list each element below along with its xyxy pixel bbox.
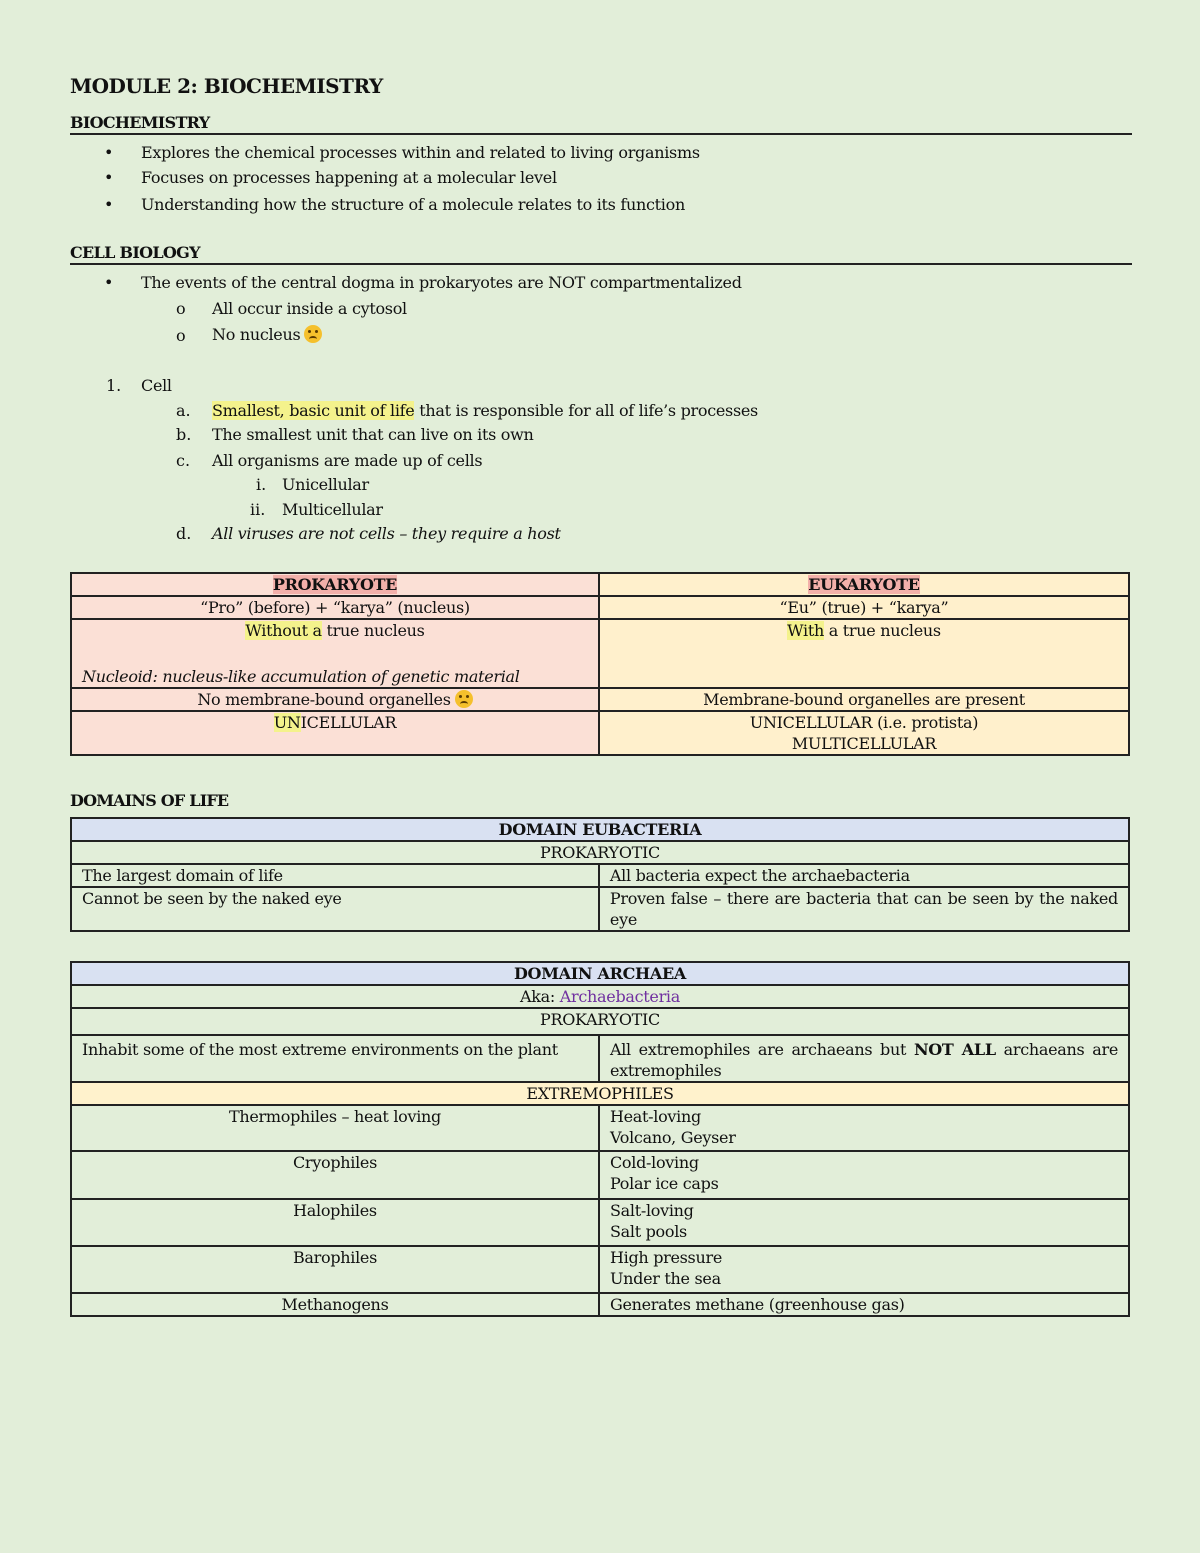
- item-marker-b: b.: [176, 425, 192, 444]
- nucleoid-definition: Nucleoid: nucleus-like accumulation of genetic material: [82, 667, 520, 686]
- eubacteria-type: PROKARYOTIC: [71, 841, 1129, 864]
- cell-item-b: The smallest unit that can live on its own: [212, 425, 534, 444]
- module-title: MODULE 2: BIOCHEMISTRY: [70, 74, 383, 98]
- table-cell: [599, 1035, 1129, 1082]
- archaea-type: PROKARYOTIC: [71, 1008, 1129, 1035]
- extremophile-desc-1: Cold-loving: [609, 1153, 699, 1172]
- extremophile-name: Cryophiles: [71, 1151, 599, 1199]
- bullet-icon: •: [104, 195, 114, 214]
- table-cell: Proven false – there are bacteria that can be seen by the naked eye: [599, 887, 1129, 931]
- table-cell: [71, 619, 599, 688]
- table-row: [71, 1246, 1129, 1293]
- item-marker-d: d.: [176, 524, 192, 543]
- table-row: [71, 1151, 1129, 1199]
- bullet-icon: •: [104, 143, 114, 162]
- table-row: [71, 1082, 1129, 1105]
- biochem-bullet-3: Understanding how the structure of a molecule relates to its function: [141, 195, 685, 214]
- archaea-habitat-right-bold: NOT ALL: [913, 1040, 996, 1059]
- extremophile-desc-1: Generates methane (greenhouse gas): [599, 1293, 1129, 1316]
- item-marker-c-ii: ii.: [250, 500, 266, 519]
- prokaryote-header: PROKARYOTE: [272, 575, 398, 594]
- item-marker-a: a.: [176, 401, 191, 420]
- table-cell: [599, 1199, 1129, 1246]
- biochem-bullet-1: Explores the chemical processes within and related to living organisms: [141, 143, 700, 162]
- archaea-aka-label: Aka:: [519, 987, 560, 1006]
- table-cell: [71, 688, 599, 711]
- table-row: [71, 1105, 1129, 1151]
- extremophile-name: Methanogens: [71, 1293, 599, 1316]
- cell-item-a: [212, 401, 758, 421]
- table-row: [71, 1035, 1129, 1082]
- cell-item-a-rest: that is responsible for all of life’s processes: [414, 401, 758, 420]
- table-cell: The largest domain of life: [71, 864, 599, 887]
- extremophile-name: Thermophiles – heat loving: [71, 1105, 599, 1151]
- table-cell: [599, 1151, 1129, 1199]
- cell-item-c-i: Unicellular: [282, 475, 369, 494]
- archaea-table: [70, 961, 1130, 1317]
- table-row: [71, 864, 1129, 887]
- archaea-habitat-right-2: archaeans are extremophiles: [609, 1040, 1118, 1080]
- extremophile-desc-1: Salt-loving: [609, 1201, 694, 1220]
- prokaryote-nucleus-highlight: Without a: [245, 621, 322, 640]
- table-cell: [599, 573, 1129, 596]
- item-marker-c: c.: [176, 451, 191, 470]
- eubacteria-table: [70, 817, 1130, 932]
- circle-bullet-icon: o: [176, 326, 186, 345]
- item-marker-c-i: i.: [256, 475, 267, 494]
- table-row: [71, 688, 1129, 711]
- eukaryote-organelles: Membrane-bound organelles are present: [599, 688, 1129, 711]
- prokaryote-cell-rest: ICELLULAR: [300, 713, 397, 732]
- cell-list-item: Cell: [141, 376, 172, 395]
- table-row: [71, 596, 1129, 619]
- table-row: [71, 1008, 1129, 1035]
- extremophile-desc-2: Salt pools: [609, 1222, 687, 1241]
- prokaryote-organelles: No membrane-bound organelles: [197, 690, 451, 709]
- eukaryote-nucleus-highlight: With: [787, 621, 824, 640]
- table-row: [71, 841, 1129, 864]
- cell-item-d: All viruses are not cells – they require a host: [212, 524, 561, 543]
- extremophile-name: Halophiles: [71, 1199, 599, 1246]
- archaea-habitat-right-1: All extremophiles are archaeans but: [609, 1040, 914, 1059]
- table-row: [71, 573, 1129, 596]
- biochem-bullet-2: Focuses on processes happening at a molecular level: [141, 168, 557, 187]
- circle-bullet-icon: o: [176, 299, 186, 318]
- table-row: [71, 1293, 1129, 1316]
- cell-item-c-ii: Multicellular: [282, 500, 383, 519]
- eukaryote-cell-1: UNICELLULAR (i.e. protista): [749, 713, 979, 732]
- prokaryote-nucleus: [82, 620, 588, 641]
- eukaryote-nucleus: [610, 620, 1118, 641]
- eukaryote-header: EUKARYOTE: [808, 575, 920, 594]
- table-cell: [71, 573, 599, 596]
- extremophile-desc-1: Heat-loving: [609, 1107, 701, 1126]
- frown-emoji-icon: [304, 325, 322, 343]
- biochemistry-heading: BIOCHEMISTRY: [70, 113, 1132, 135]
- cell-bio-bullet: The events of the central dogma in prokaryotes are NOT compartmentalized: [141, 273, 742, 292]
- extremophiles-header: EXTREMOPHILES: [71, 1082, 1129, 1105]
- extremophile-desc-1: High pressure: [609, 1248, 722, 1267]
- table-cell: [599, 1246, 1129, 1293]
- no-nucleus-text: No nucleus: [212, 325, 301, 344]
- table-cell: [71, 711, 599, 755]
- table-row: [71, 985, 1129, 1008]
- cell-bio-sub-1: All occur inside a cytosol: [212, 299, 407, 318]
- list-number: 1.: [106, 376, 122, 395]
- table-row: [71, 962, 1129, 985]
- eubacteria-title: DOMAIN EUBACTERIA: [71, 818, 1129, 841]
- extremophile-name: Barophiles: [71, 1246, 599, 1293]
- table-cell: [599, 711, 1129, 755]
- table-row: [71, 818, 1129, 841]
- table-row: [71, 1199, 1129, 1246]
- table-cell: [71, 985, 1129, 1008]
- prokaryote-eukaryote-table: [70, 572, 1130, 756]
- archaea-habitat: Inhabit some of the most extreme environments on the plant: [71, 1035, 599, 1082]
- cell-biology-heading: CELL BIOLOGY: [70, 243, 1132, 265]
- bullet-icon: •: [104, 168, 114, 187]
- eukaryote-nucleus-rest: a true nucleus: [823, 621, 941, 640]
- table-row: [71, 887, 1129, 931]
- table-cell: All bacteria expect the archaebacteria: [599, 864, 1129, 887]
- cell-bio-sub-2: [212, 325, 322, 345]
- domains-heading: DOMAINS OF LIFE: [70, 791, 229, 810]
- prokaryote-nucleus-rest: true nucleus: [321, 621, 425, 640]
- table-cell: [599, 619, 1129, 688]
- table-row: [71, 619, 1129, 688]
- cell-item-a-highlight: Smallest, basic unit of life: [212, 401, 415, 420]
- extremophile-desc-2: Volcano, Geyser: [609, 1128, 736, 1147]
- prokaryote-etymology: “Pro” (before) + “karya” (nucleus): [71, 596, 599, 619]
- table-cell: Cannot be seen by the naked eye: [71, 887, 599, 931]
- archaea-title: DOMAIN ARCHAEA: [71, 962, 1129, 985]
- eukaryote-etymology: “Eu” (true) + “karya”: [599, 596, 1129, 619]
- frown-emoji-icon: [455, 690, 473, 708]
- archaea-aka-value: Archaebacteria: [559, 987, 680, 1006]
- cell-item-c: All organisms are made up of cells: [212, 451, 483, 470]
- bullet-icon: •: [104, 273, 114, 292]
- extremophile-desc-2: Polar ice caps: [609, 1174, 719, 1193]
- prokaryote-cell-highlight: UN: [273, 713, 301, 732]
- table-row: [71, 711, 1129, 755]
- eukaryote-cell-2: MULTICELLULAR: [791, 734, 937, 753]
- extremophile-desc-2: Under the sea: [609, 1269, 721, 1288]
- table-cell: [599, 1105, 1129, 1151]
